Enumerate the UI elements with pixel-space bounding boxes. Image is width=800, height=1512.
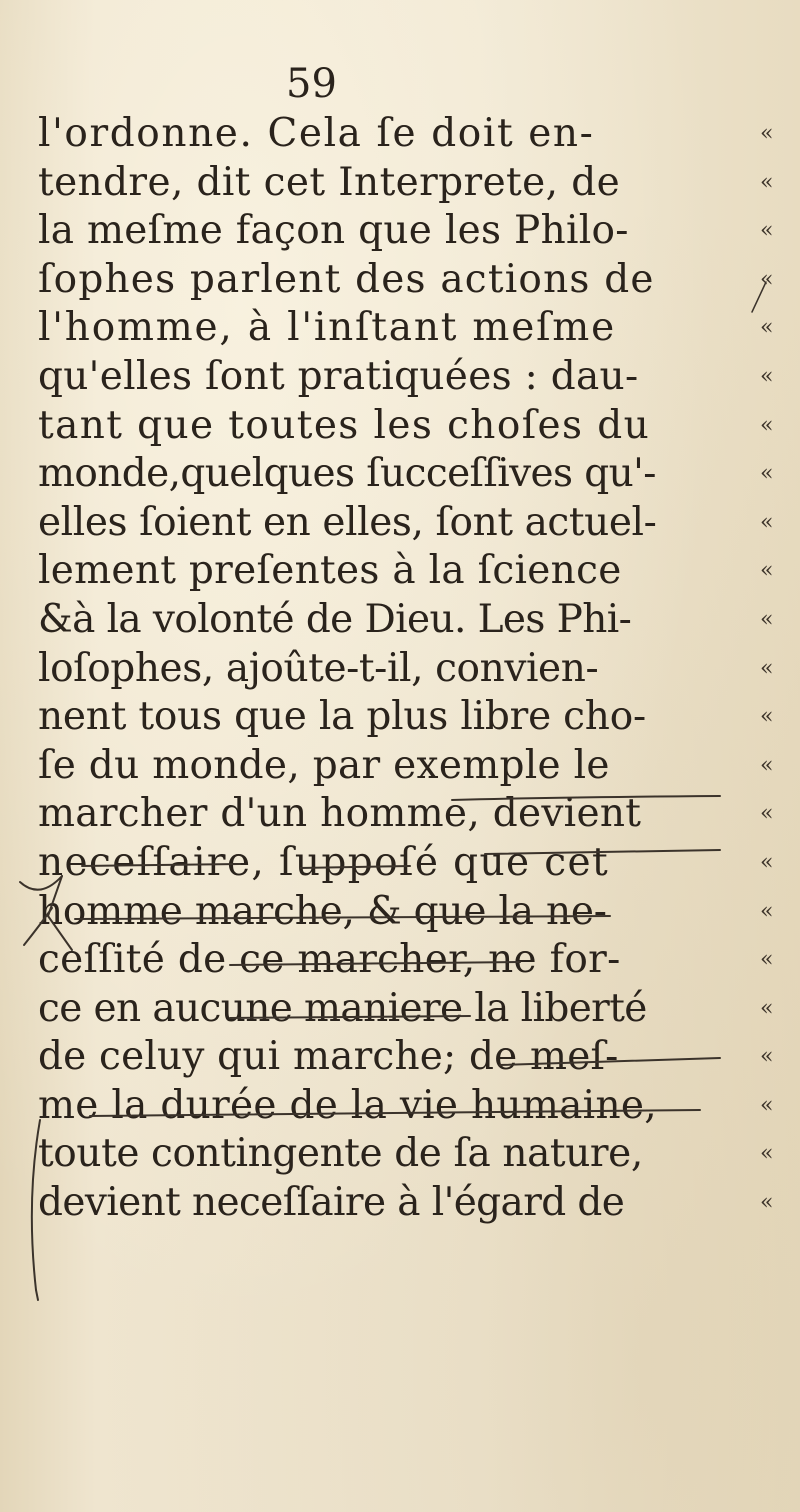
quote-mark: « <box>760 218 774 244</box>
page-number: 59 <box>286 61 337 107</box>
text-line: nent tous que la plus libre cho- <box>38 694 646 740</box>
text-line: marcher d'un homme, devient <box>38 791 642 837</box>
quote-mark: « <box>760 461 774 487</box>
text-line: l'homme, à l'inſtant meſme <box>38 305 616 351</box>
quote-mark: « <box>760 558 774 584</box>
text-line: qu'elles ſont pratiquées : dau- <box>38 353 639 399</box>
text-line: lement preſentes à la ſcience <box>38 548 622 594</box>
body-text <box>38 110 718 1228</box>
quote-mark: « <box>760 509 774 535</box>
text-line: ſophes parlent des actions de <box>38 256 655 302</box>
text-line: homme marche, & que la ne- <box>38 888 607 934</box>
margin-bracket-mark <box>36 1290 38 1300</box>
text-line: neceſſaire, ſuppoſé que cet <box>38 839 610 885</box>
quote-mark: « <box>760 1092 774 1118</box>
text-line: ceſſité de ce marcher, ne for- <box>38 937 621 983</box>
quote-mark: « <box>760 1044 774 1070</box>
quote-mark: « <box>760 169 774 195</box>
quote-mark: « <box>760 412 774 438</box>
text-line: tendre, dit cet Interprete, de <box>38 159 621 205</box>
text-line: loſophes, ajoûte-t-il, convien- <box>38 645 599 691</box>
quote-mark: « <box>760 315 774 341</box>
text-line: de celuy qui marche; de meſ- <box>38 1034 619 1080</box>
text-line: me la durée de la vie humaine, <box>38 1082 657 1128</box>
quote-mark: « <box>760 266 774 292</box>
quote-mark: « <box>760 752 774 778</box>
text-line: ce en aucune maniere la liberté <box>38 985 647 1031</box>
text-line: tant que toutes les choſes du <box>38 402 651 448</box>
text-line: toute contingente de ſa nature, <box>38 1131 643 1177</box>
text-line: l'ordonne. Cela ſe doit en- <box>38 111 595 156</box>
quote-mark: « <box>760 947 774 973</box>
quote-mark: « <box>760 655 774 681</box>
quote-mark: « <box>760 1190 774 1216</box>
quote-mark: « <box>760 1141 774 1167</box>
text-line: ſe du monde, par exemple le <box>38 742 610 788</box>
text-line: &à la volonté de Dieu. Les Phi- <box>38 596 632 642</box>
text-line: devient neceſſaire à l'égard de <box>38 1180 625 1226</box>
quotation-margin <box>760 110 794 1228</box>
quote-mark: « <box>760 801 774 827</box>
quote-mark: « <box>760 606 774 632</box>
quote-mark: « <box>760 995 774 1021</box>
quote-mark: « <box>760 898 774 924</box>
quote-mark: « <box>760 363 774 389</box>
text-line: elles ſoient en elles, ſont actuel- <box>38 499 657 545</box>
quote-mark: « <box>760 121 774 146</box>
text-line: monde,quelques ſucceſſives qu'- <box>38 451 656 497</box>
quote-mark: « <box>760 704 774 730</box>
text-line: la meſme façon que les Philo- <box>38 208 629 254</box>
quote-mark: « <box>760 849 774 875</box>
